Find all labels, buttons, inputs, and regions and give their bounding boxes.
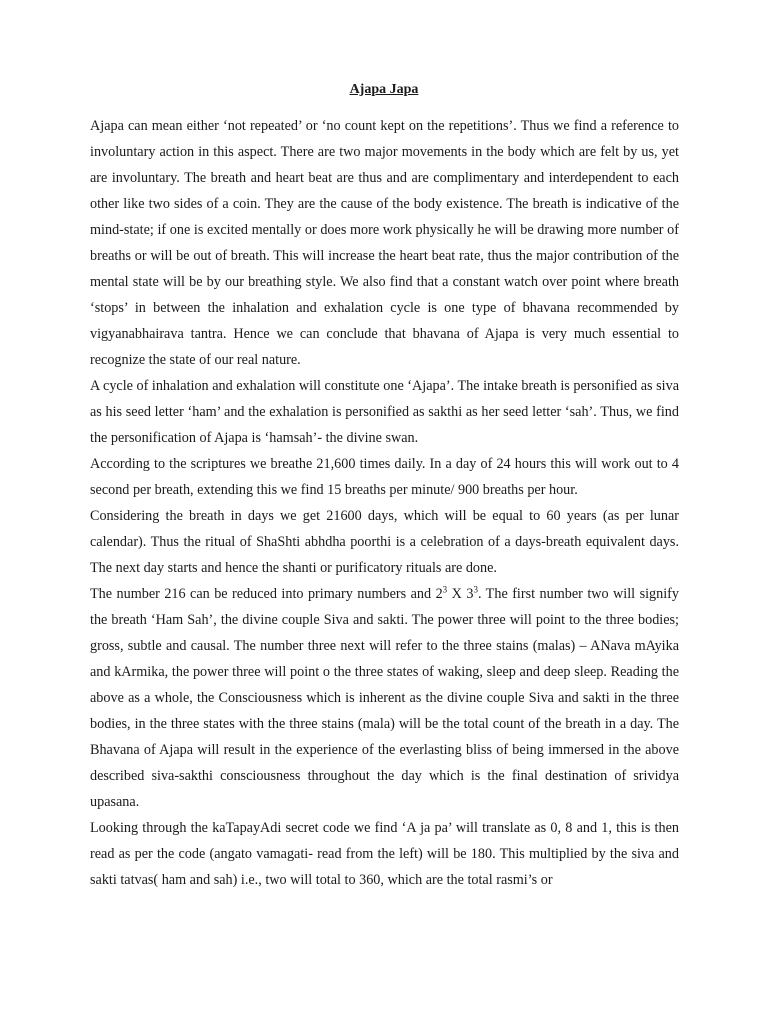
paragraph-216-text-mid: X 3	[447, 586, 474, 602]
exponent-superscript: 3	[442, 584, 448, 595]
paragraph-ajapa-cycle: A cycle of inhalation and exhalation will constitute one ‘Ajapa’. The intake breath is personified as siva as his seed letter ‘ham’ and the exhalation is personified as sakthi as her seed letter ‘sah’. Thus, we find the personification of Ajapa is ‘hamsah’- the divine swan.	[90, 378, 679, 446]
paragraph-216-text-before: The number 216 can be reduced into primary numbers and 2	[90, 586, 443, 602]
paragraph-katapayadi: Looking through the kaTapayAdi secret code we find ‘A ja pa’ will translate as 0, 8 and 1, this is then read as per the code (angato vamagati- read from the left) will be 180. This multiplied by the siva and sakti tatvas( ham and sah) i.e., two will total to 360, which are the total rasmi’s or	[90, 820, 679, 888]
page-title: Ajapa Japa	[349, 82, 419, 97]
paragraph-breath-count: According to the scriptures we breathe 21,600 times daily. In a day of 24 hours this will work out to 4 second per breath, extending this we find 15 breaths per minute/ 900 breaths per hour.	[90, 456, 679, 498]
exponent-superscript: 3	[473, 584, 478, 595]
paragraph-216-text-after: . The first number two will signify the breath ‘Ham Sah’, the divine couple Siva and sakti. The power three will point to the three bodies; gross, subtle and causal. The number three next will refer to the three stains (malas) – ANava mAyika and kArmika, the power three will point o the three states of waking, sleep and deep sleep. Reading the above as a whole, the Consciousness which is inherent as the divine couple Siva and sakti in the three bodies, in the three states with the three stains (mala) will be the total count of the breath in a day. The Bhavana of Ajapa will result in the experience of the everlasting bliss of being immersed in the above described siva-sakthi consciousness throughout the day which is the final destination of srividya upasana.	[90, 586, 679, 810]
paragraph-breath-days: Considering the breath in days we get 21600 days, which will be equal to 60 years (as per lunar calendar). Thus the ritual of ShaShti abhdha poorthi is a celebration of a days-breath equivalent days. The next day starts and hence the shanti or purificatory rituals are done.	[90, 508, 679, 576]
document-body	[90, 113, 679, 893]
paragraph-number-216	[90, 581, 679, 815]
paragraph-ajapa-meaning: Ajapa can mean either ‘not repeated’ or ‘no count kept on the repetitions’. Thus we find a reference to involuntary action in this aspect. There are two major movements in the body which are felt by us, yet are involuntary. The breath and heart beat are thus and are complimentary and interdependent to each other like two sides of a coin. They are the cause of the body existence. The breath is indicative of the mind-state; if one is excited mentally or does more work physically he will be drawing more number of breaths or will be out of breath. This will increase the heart beat rate, thus the major contribution of the mental state will be by our breathing style. We also find that a constant watch over point where breath ‘stops’ in between the inhalation and exhalation cycle is one type of bhavana recommended by vigyanabhairava tantra. Hence we can conclude that bhavana of Ajapa is very much essential to recognize the state of our real nature.	[90, 118, 679, 368]
